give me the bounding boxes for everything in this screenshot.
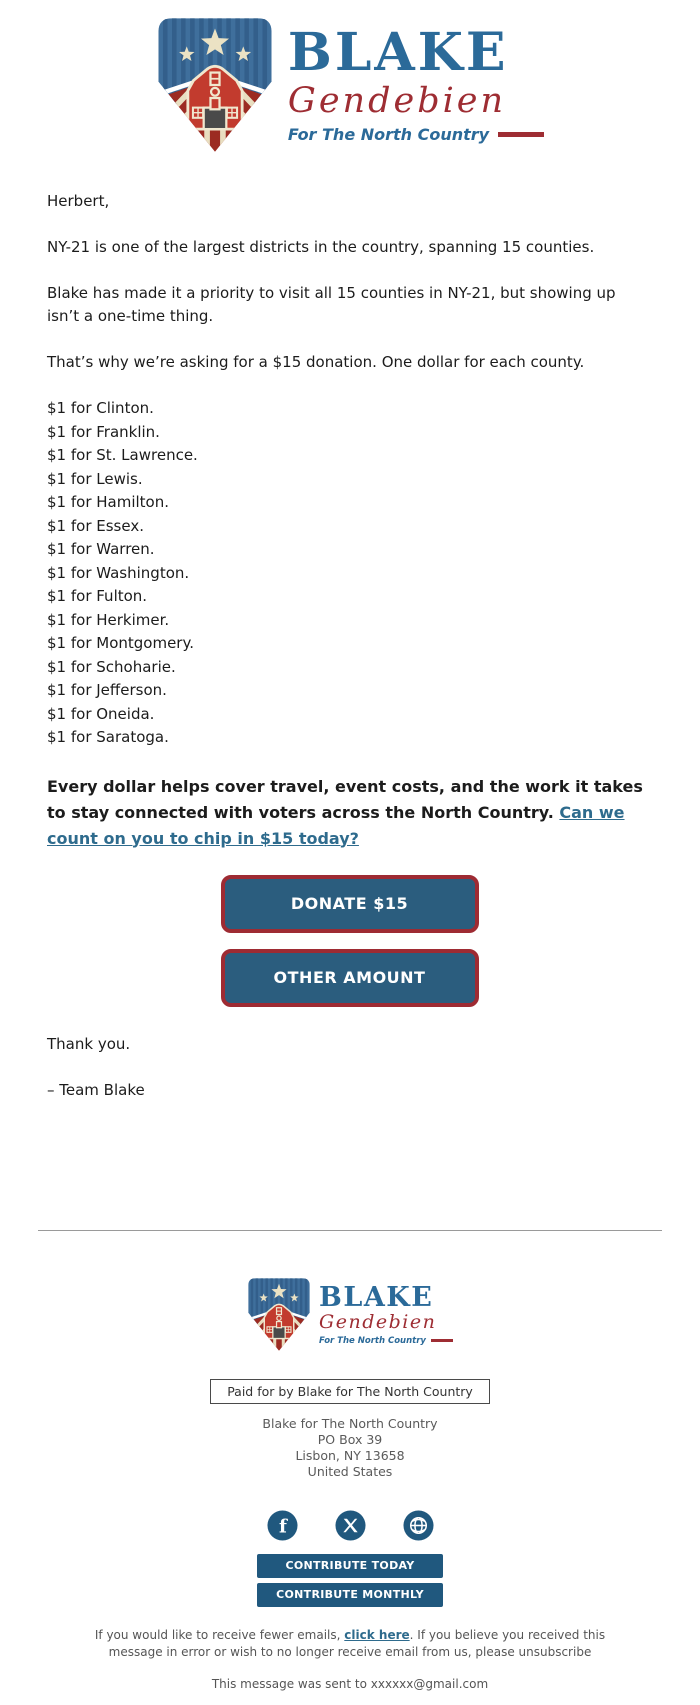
- logo-tagline: For The North Country: [319, 1335, 426, 1346]
- logo-surname: Gendebien: [287, 81, 507, 122]
- thanks-text: Thank you.: [47, 1034, 131, 1053]
- website-globe-icon[interactable]: [403, 1510, 434, 1541]
- other-amount-button[interactable]: OTHER AMOUNT: [221, 949, 479, 1007]
- county-line: $1 for Fulton.: [47, 587, 148, 605]
- fine-print-text: . If you believe you received this message in error or wish to no longer receive email from us, please unsubscribe: [108, 1627, 606, 1659]
- county-line: $1 for Franklin.: [47, 422, 160, 441]
- county-line: $1 for Essex.: [47, 516, 144, 535]
- fine-print: [70, 1627, 630, 1661]
- contribute-buttons: [0, 1554, 700, 1607]
- paragraph-1: NY-21 is one of the largest districts in the country, spanning 15 counties.: [47, 238, 595, 256]
- fine-print-text: If you would like to receive fewer emails,: [94, 1627, 341, 1642]
- contribute-monthly-button[interactable]: CONTRIBUTE MONTHLY: [257, 1583, 443, 1607]
- county-line: $1 for Saratoga.: [47, 728, 169, 746]
- facebook-icon[interactable]: [267, 1510, 298, 1541]
- barn-shield-icon: [156, 16, 274, 154]
- county-line: $1 for St. Lawrence.: [47, 446, 198, 464]
- greeting: Herbert,: [47, 192, 110, 210]
- chip-in-link[interactable]: Can we count on you to chip in $15 today?: [47, 802, 625, 848]
- logo-tagline: For The North Country: [287, 124, 490, 144]
- ask-text: Every dollar helps cover travel, event costs, and the work it takes to stay connected with voters across the North Country.: [47, 776, 643, 822]
- paid-for-disclaimer: Paid for by Blake for The North Country: [210, 1379, 490, 1404]
- paragraph-2: Blake has made it a priority to visit all 15 counties in NY-21, but showing up isn’t a one-time thing.: [47, 284, 616, 325]
- address-line: Blake for The North Country: [262, 1415, 438, 1431]
- logo-wordmark: [319, 1281, 453, 1346]
- ask-paragraph: [47, 774, 652, 852]
- tagline-dash: [431, 1339, 453, 1342]
- county-list: [47, 397, 652, 750]
- click-here-link[interactable]: click here: [344, 1627, 410, 1642]
- address-line: Lisbon, NY 13658: [295, 1447, 405, 1463]
- county-line: $1 for Herkimer.: [47, 610, 170, 629]
- paragraph-3: That’s why we’re asking for a $15 donation. One dollar for each county.: [47, 353, 585, 371]
- social-links: [0, 1510, 700, 1541]
- signature: – Team Blake: [47, 1080, 145, 1099]
- county-line: $1 for Lewis.: [47, 469, 143, 488]
- county-line: $1 for Oneida.: [47, 704, 155, 723]
- county-line: $1 for Clinton.: [47, 399, 154, 417]
- sent-to-line: This message was sent to xxxxxx@gmail.com: [211, 1676, 489, 1691]
- x-twitter-icon[interactable]: [335, 1510, 366, 1541]
- county-line: $1 for Schoharie.: [47, 657, 176, 676]
- logo-name: BLAKE: [319, 1281, 434, 1313]
- county-line: $1 for Warren.: [47, 540, 155, 558]
- address-line: PO Box 39: [317, 1431, 383, 1447]
- email-footer: [0, 1273, 700, 1691]
- tagline-dash: [498, 132, 544, 137]
- logo-surname: Gendebien: [319, 1310, 437, 1333]
- svg-text:f: f: [278, 1515, 287, 1537]
- county-line: $1 for Hamilton.: [47, 493, 169, 511]
- letter-content: [47, 190, 652, 1102]
- county-line: $1 for Washington.: [47, 563, 190, 582]
- donate-15-button[interactable]: DONATE $15: [221, 875, 479, 933]
- mailing-address: [0, 1416, 700, 1480]
- divider: [38, 1230, 662, 1231]
- header-logo[interactable]: [0, 0, 700, 160]
- contribute-today-button[interactable]: CONTRIBUTE TODAY: [257, 1554, 443, 1578]
- logo-wordmark: [287, 22, 544, 144]
- logo-name: BLAKE: [287, 22, 509, 84]
- footer-logo[interactable]: [0, 1273, 700, 1357]
- address-line: United States: [307, 1463, 393, 1479]
- county-line: $1 for Montgomery.: [47, 634, 194, 652]
- barn-shield-icon: [247, 1277, 311, 1352]
- donate-buttons: [47, 875, 652, 1007]
- county-line: $1 for Jefferson.: [47, 681, 167, 699]
